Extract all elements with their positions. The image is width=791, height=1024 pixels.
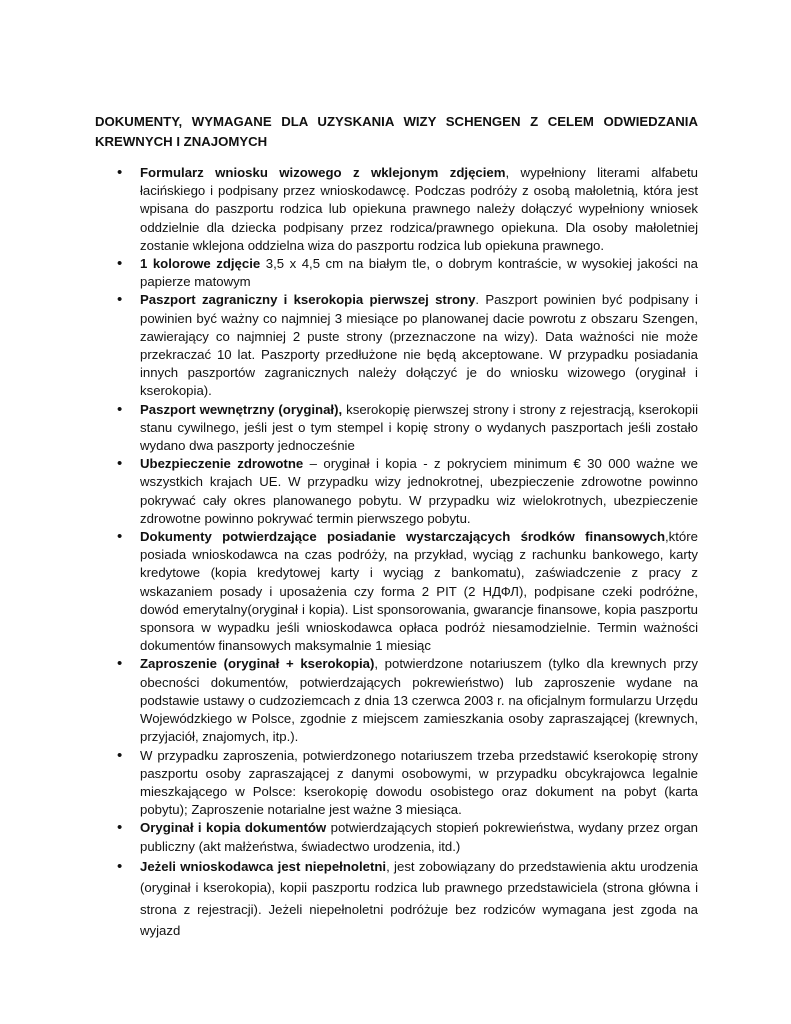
- list-item: [140, 455, 698, 528]
- requirements-list: [140, 164, 698, 942]
- item-text: , jest zobowiązany do przedstawienia aktu urodzenia (oryginał i kserokopia), kopii paszportu rodzica lub prawnego przedstawiciela (strona główna i strona z rejestracji). Jeżeli niepełnoletni podróżuje bez rodziców wymagana jest zgoda na wyjazd: [140, 858, 698, 939]
- document-title-line-1: DOKUMENTY, WYMAGANE DLA UZYSKANIA WIZY SCHENGEN Z CELEM ODWIEDZANIA: [95, 114, 698, 129]
- item-bold-text: Paszport zagraniczny i kserokopia pierwszej strony: [140, 292, 476, 308]
- list-item: [140, 655, 698, 746]
- item-text: ,które posiada wnioskodawca na czas podróży, na przykład, wyciąg z rachunku bankowego, karty kredytowe (kopia kredytowej karty i wyciąg z bankomatu), zaświadczenie z pracy z wskazaniem posady i uposażenia czy forma 2 PIT (2 НДФЛ), podpisane czeki podróżne, dowód emerytalny(oryginał i kopia). List sponsorowania, gwarancje finansowe, kopia paszportu sponsora w wypadku jeśli wnioskodawca opłaca podróż niesamodzielnie. Termin ważności dokumentów finansowych maksymalnie 1 miesiąc: [140, 529, 698, 654]
- list-item: [140, 164, 698, 255]
- item-text: W przypadku zaproszenia, potwierdzonego notariuszem trzeba przedstawić kserokopię strony paszportu osoby zapraszającej z danymi osobowymi, w przypadku obcykrajowca legalnie mieszkającego w Polsce: kserokopię dowodu osobistego oraz dokument na pobyt (karta pobytu); Zaproszenie notarialne jest ważne 3 miesiąca.: [140, 747, 698, 818]
- item-bold-text: Ubezpieczenie zdrowotne: [140, 456, 304, 472]
- item-text: 3,5 x 4,5 cm na białym tle, o dobrym kontraście, w wysokiej jakości na papierze matowym: [140, 256, 698, 290]
- item-text: – oryginał i kopia - z pokryciem minimum € 30 000 ważne we wszystkich krajach UE. W przypadku wizy jednokrotnej, ubezpieczenie zdrowotne powinno pokrywać cały okres planowanego pobytu. W przypadku wiz wielokrotnych, ubezpieczenie zdrowotne powinno pokrywać termin pierwszego pobytu.: [140, 456, 698, 526]
- item-bold-text: Formularz wniosku wizowego z wklejonym zdjęciem: [140, 165, 506, 180]
- item-text: , potwierdzone notariuszem (tylko dla krewnych przy obecności dokumentów, potwierdzających pokrewieństwo) lub zaproszenie wydane na podstawie ustawy o cudzoziemcach z dnia 13 czerwca 2003 r. na oficjalnym formularzu Urzędu Wojewódzkiego w Polsce, zgodnie z miejscem zamieszkania osoby zapraszającej (krewnych, przyjaciół, znajomych, itp.).: [140, 656, 698, 745]
- item-bold-text: Dokumenty potwierdzające posiadanie wystarczających środków finansowych: [140, 529, 666, 545]
- item-text: potwierdzających stopień pokrewieństwa, wydany przez organ publiczny (akt małżeństwa, świadectwo urodzenia, itd.): [140, 820, 698, 854]
- list-item: [140, 819, 698, 855]
- document-title-line-2: KREWNYCH I ZNAJOMYCH: [95, 134, 268, 149]
- item-text: kserokopię pierwszej strony i strony z rejestracją, kserokopii stanu cywilnego, jeśli jest o tym stempel i kopię strony o wydanych paszportach jeśli zostało wydano dwa paszporty jednocześnie: [140, 401, 698, 454]
- list-item: [140, 291, 698, 400]
- list-item: [140, 747, 698, 820]
- item-text: , wypełniony literami alfabetu łacińskiego i podpisany przez wnioskodawcę. Podczas podróży z osobą małoletnią, która jest wpisana do paszportu rodzica lub opiekuna prawnego należy dołączyć wypełniony wniosek oddzielnie dla dziecka podpisany przez rodzica/prawnego opiekuna. Dla osoby małoletniej zostanie wklejona oddzielna wiza do paszportu rodzica lub opiekuna prawnego.: [140, 165, 699, 253]
- list-item: [140, 401, 698, 456]
- list-item: [140, 856, 698, 942]
- item-bold-text: Zaproszenie (oryginał + kserokopia): [140, 656, 375, 672]
- list-item: [140, 255, 698, 291]
- item-bold-text: Jeżeli wnioskodawca jest niepełnoletni: [140, 858, 387, 874]
- item-bold-text: Paszport wewnętrzny (oryginał),: [140, 401, 343, 417]
- item-text: . Paszport powinien być podpisany i powinien być ważny co najmniej 3 miesiące po planowanej dacie powrotu z obszaru Szengen, zawierający co najmniej 2 puste strony (przeznaczone na wizy). Data ważności nie może przekraczać 10 lat. Paszporty przedłużone nie będą akceptowane. W przypadku posiadania innych paszportów zagranicznych należy dołączyć je do wniosku wizowego (oryginał i kserokopia).: [140, 292, 698, 399]
- item-bold-text: Oryginał i kopia dokumentów: [140, 820, 327, 836]
- item-bold-text: 1 kolorowe zdjęcie: [140, 256, 261, 272]
- list-item: [140, 528, 698, 655]
